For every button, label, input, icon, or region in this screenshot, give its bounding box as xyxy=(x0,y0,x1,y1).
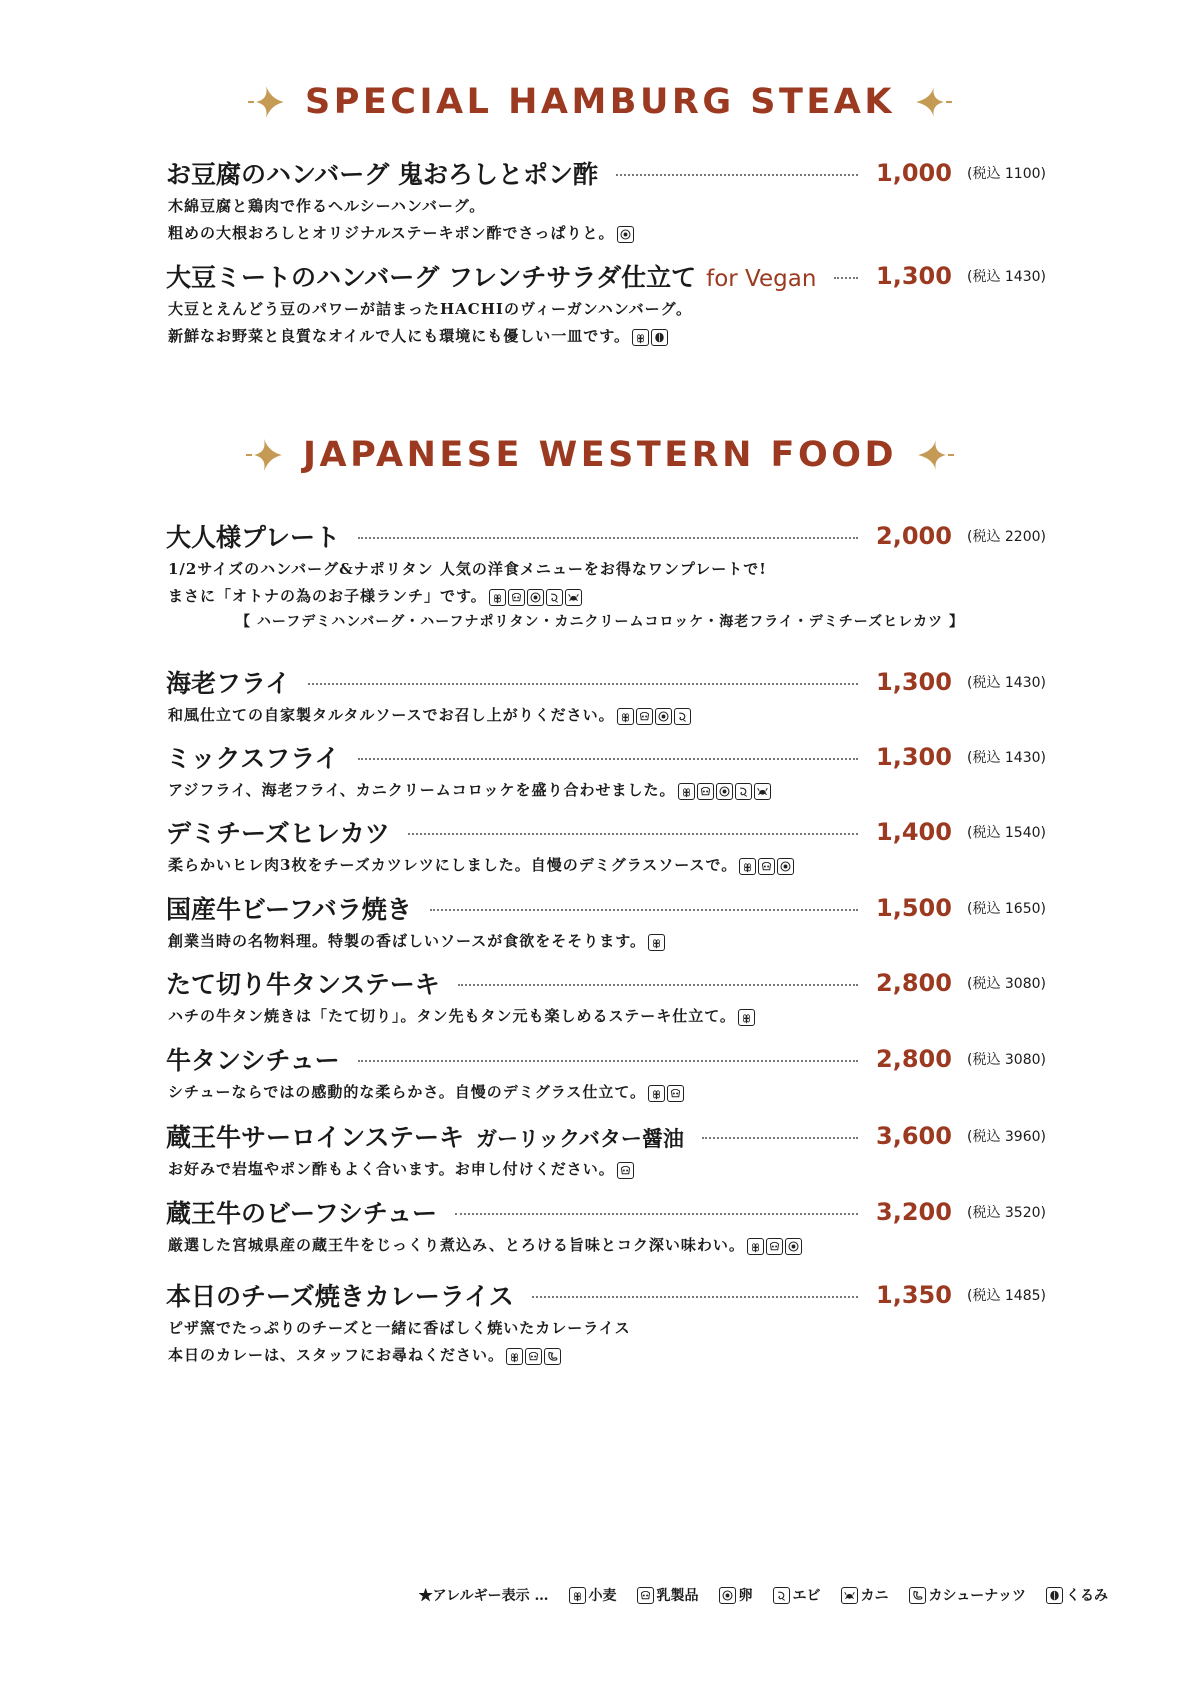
dairy-icon xyxy=(617,1162,634,1179)
legend-entry xyxy=(1046,1585,1108,1605)
menu-item xyxy=(166,516,1046,610)
legend-entry xyxy=(841,1585,889,1605)
egg-icon xyxy=(716,783,733,800)
item-price: 3,600 xyxy=(876,1122,952,1150)
section-header-western xyxy=(0,433,1200,477)
item-tax-price: (税込 1430) xyxy=(966,750,1046,766)
item-name-text: 国産牛ビーフバラ焼き xyxy=(166,895,412,924)
item-name-text: ミックスフライ xyxy=(166,744,340,773)
section-title: SPECIAL HAMBURG STEAK xyxy=(305,82,895,122)
description-line: 柔らかいヒレ肉3枚をチーズカツレツにしました。自慢のデミグラスソースで。 xyxy=(168,852,1046,879)
dot-leader xyxy=(358,758,858,760)
cashew-icon xyxy=(544,1348,561,1365)
wheat-icon xyxy=(739,858,756,875)
legend-entry-label: くるみ xyxy=(1066,1588,1108,1604)
legend-label: ★アレルギー表示 … xyxy=(418,1588,549,1604)
item-header-row xyxy=(166,256,1046,296)
item-header-row xyxy=(166,516,1046,556)
item-description xyxy=(166,928,1046,955)
wheat-icon xyxy=(569,1587,586,1604)
menu-item xyxy=(166,737,1046,804)
section-header-hamburg xyxy=(0,80,1200,124)
legend-entry-label: 小麦 xyxy=(588,1588,617,1604)
item-tax-price: (税込 3960) xyxy=(966,1129,1046,1145)
item-price: 2,800 xyxy=(876,1045,952,1073)
description-line: お好みで岩塩やポン酢もよく合います。お申し付けください。 xyxy=(168,1156,1046,1183)
item-name xyxy=(166,1041,340,1077)
menu-item xyxy=(166,1039,1046,1106)
dot-leader xyxy=(358,537,858,539)
menu-item xyxy=(166,256,1046,350)
item-name-text: 蔵王牛サーロインステーキ xyxy=(166,1123,465,1152)
egg-icon xyxy=(777,858,794,875)
item-tax-price: (税込 3080) xyxy=(966,1052,1046,1068)
item-price: 3,200 xyxy=(876,1198,952,1226)
description-line: アジフライ、海老フライ、カニクリームコロッケを盛り合わせました。 xyxy=(168,777,1046,804)
shrimp-icon xyxy=(674,708,691,725)
description-line: 本日のカレーは、スタッフにお尋ねください。 xyxy=(168,1342,1046,1369)
item-name-text: お豆腐のハンバーグ 鬼おろしとポン酢 xyxy=(166,160,598,189)
item-header-row xyxy=(166,888,1046,928)
item-description xyxy=(166,852,1046,879)
dot-leader xyxy=(834,277,858,279)
allergen-icons xyxy=(617,708,691,725)
allergen-icons xyxy=(738,1009,755,1026)
menu-item xyxy=(166,1116,1046,1183)
egg-icon xyxy=(719,1587,736,1604)
item-header-row xyxy=(166,662,1046,702)
dairy-icon xyxy=(508,589,525,606)
allergen-icons xyxy=(617,226,634,243)
item-price: 1,500 xyxy=(876,894,952,922)
item-header-row xyxy=(166,1116,1046,1156)
item-tax-price: (税込 3080) xyxy=(966,976,1046,992)
dot-leader xyxy=(358,1060,858,1062)
dot-leader xyxy=(616,174,858,176)
description-line: 創業当時の名物料理。特製の香ばしいソースが食欲をそそります。 xyxy=(168,928,1046,955)
description-line: 粗めの大根おろしとオリジナルステーキポン酢でさっぱりと。 xyxy=(168,220,1046,247)
item-tax-price: (税込 1430) xyxy=(966,675,1046,691)
item-price: 1,000 xyxy=(876,159,952,187)
description-line: 和風仕立ての自家製タルタルソースでお召し上がりください。 xyxy=(168,702,1046,729)
item-tax-price: (税込 1100) xyxy=(966,166,1046,182)
dot-leader xyxy=(455,1213,858,1215)
item-header-row xyxy=(166,153,1046,193)
item-description xyxy=(166,556,1046,610)
wheat-icon xyxy=(678,783,695,800)
item-name xyxy=(166,814,390,850)
item-price: 1,300 xyxy=(876,668,952,696)
item-description xyxy=(166,1079,1046,1106)
menu-item xyxy=(166,662,1046,729)
walnut-icon xyxy=(1046,1587,1063,1604)
item-header-row xyxy=(166,963,1046,1003)
vegan-label: for Vegan xyxy=(706,266,817,292)
legend-entry-label: カニ xyxy=(860,1588,889,1604)
item-name-text: 蔵王牛のビーフシチュー xyxy=(166,1199,438,1228)
item-header-row xyxy=(166,1192,1046,1232)
item-price: 2,800 xyxy=(876,969,952,997)
description-line: 1/2サイズのハンバーグ&ナポリタン 人気の洋食メニューをお得なワンプレートで! xyxy=(168,560,767,578)
item-tax-price: (税込 3520) xyxy=(966,1205,1046,1221)
crab-icon xyxy=(565,589,582,606)
wheat-icon xyxy=(632,329,649,346)
ornament-left-icon xyxy=(242,433,286,477)
dot-leader xyxy=(702,1137,858,1139)
item-name xyxy=(166,258,816,294)
egg-icon xyxy=(785,1238,802,1255)
item-price: 1,300 xyxy=(876,743,952,771)
ornament-right-icon xyxy=(912,80,956,124)
wheat-icon xyxy=(617,708,634,725)
menu-item xyxy=(166,1275,1046,1369)
item-description xyxy=(166,777,1046,804)
description-line: 新鮮なお野菜と良質なオイルで人にも環境にも優しい一皿です。 xyxy=(168,323,1046,350)
item-description xyxy=(166,193,1046,247)
menu-item xyxy=(166,153,1046,247)
wheat-icon xyxy=(506,1348,523,1365)
item-name-text: 海老フライ xyxy=(166,669,291,698)
legend-entry-label: カシューナッツ xyxy=(928,1588,1026,1604)
dairy-icon xyxy=(637,1587,654,1604)
item-header-row xyxy=(166,1275,1046,1315)
dot-leader xyxy=(532,1296,858,1298)
wheat-icon xyxy=(648,1085,665,1102)
section-title: JAPANESE WESTERN FOOD xyxy=(302,435,898,475)
description-line: 厳選した宮城県産の蔵王牛をじっくり煮込み、とろける旨味とコク深い味わい。 xyxy=(168,1232,1046,1259)
item-tax-price: (税込 1650) xyxy=(966,901,1046,917)
allergen-icons xyxy=(632,329,668,346)
menu-item xyxy=(166,963,1046,1030)
allergen-icons xyxy=(506,1348,561,1365)
menu-item xyxy=(166,1192,1046,1259)
egg-icon xyxy=(617,226,634,243)
ornament-right-icon xyxy=(914,433,958,477)
item-description xyxy=(166,296,1046,350)
legend-entry xyxy=(719,1585,753,1605)
allergen-icons xyxy=(678,783,771,800)
legend-entry xyxy=(773,1585,821,1605)
crab-icon xyxy=(754,783,771,800)
dairy-icon xyxy=(758,858,775,875)
crab-icon xyxy=(841,1587,858,1604)
dot-leader xyxy=(308,683,858,685)
item-name xyxy=(166,890,412,926)
legend-entry-label: 乳製品 xyxy=(656,1588,699,1604)
shrimp-icon xyxy=(773,1587,790,1604)
item-tax-price: (税込 1485) xyxy=(966,1288,1046,1304)
item-name xyxy=(166,739,340,775)
allergen-icons xyxy=(648,1085,684,1102)
dairy-icon xyxy=(766,1238,783,1255)
dairy-icon xyxy=(636,708,653,725)
item-description xyxy=(166,702,1046,729)
allergen-icons xyxy=(489,589,582,606)
menu-item xyxy=(166,812,1046,879)
egg-icon xyxy=(655,708,672,725)
item-name xyxy=(166,664,290,700)
item-header-row xyxy=(166,737,1046,777)
legend-entry xyxy=(909,1585,1026,1605)
item-header-row xyxy=(166,1039,1046,1079)
shrimp-icon xyxy=(735,783,752,800)
legend-entry xyxy=(637,1585,699,1605)
wheat-icon xyxy=(648,934,665,951)
legend-entry-label: 卵 xyxy=(738,1588,753,1604)
item-name-text: 本日のチーズ焼きカレーライス xyxy=(166,1282,514,1311)
item-tax-price: (税込 1430) xyxy=(966,269,1046,285)
allergen-legend xyxy=(419,1585,1108,1605)
description-line: ピザ窯でたっぷりのチーズと一緒に香ばしく焼いたカレーライス xyxy=(168,1319,631,1337)
allergen-icons xyxy=(648,934,665,951)
set-contents-note: 【 ハーフデミハンバーグ・ハーフナポリタン・カニクリームコロッケ・海老フライ・デミチーズヒレカツ 】 xyxy=(236,614,964,630)
description-line: ハチの牛タン焼きは「たて切り」。タン先もタン元も楽しめるステーキ仕立て。 xyxy=(168,1003,1046,1030)
dot-leader xyxy=(408,833,858,835)
item-name xyxy=(166,1194,437,1230)
item-name xyxy=(166,965,440,1001)
item-price: 1,400 xyxy=(876,818,952,846)
item-name-text: 大豆ミートのハンバーグ フレンチサラダ仕立て xyxy=(166,263,697,292)
allergen-icons xyxy=(747,1238,802,1255)
shrimp-icon xyxy=(546,589,563,606)
wheat-icon xyxy=(747,1238,764,1255)
item-name-text: 牛タンシチュー xyxy=(166,1046,340,1075)
egg-icon xyxy=(527,589,544,606)
item-name-text: デミチーズヒレカツ xyxy=(166,819,390,848)
item-price: 2,000 xyxy=(876,522,952,550)
description-line: シチューならではの感動的な柔らかさ。自慢のデミグラス仕立て。 xyxy=(168,1079,1046,1106)
description-line: 木綿豆腐と鶏肉で作るヘルシーハンバーグ。 xyxy=(168,197,486,215)
item-description xyxy=(166,1232,1046,1259)
legend-entry xyxy=(569,1585,617,1605)
dairy-icon xyxy=(697,783,714,800)
item-tax-price: (税込 2200) xyxy=(966,529,1046,545)
ornament-left-icon xyxy=(244,80,288,124)
cashew-icon xyxy=(909,1587,926,1604)
wheat-icon xyxy=(489,589,506,606)
allergen-icons xyxy=(739,858,794,875)
item-name-text: たて切り牛タンステーキ xyxy=(166,970,440,999)
item-name xyxy=(166,1118,684,1154)
description-line: まさに「オトナの為のお子様ランチ」です。 xyxy=(168,583,1046,610)
item-subtitle: ガーリックバター醤油 xyxy=(476,1126,684,1151)
menu-item xyxy=(166,888,1046,955)
description-line: 大豆とえんどう豆のパワーが詰まったHACHIのヴィーガンハンバーグ。 xyxy=(168,300,693,318)
item-name xyxy=(166,155,598,191)
item-price: 1,350 xyxy=(876,1281,952,1309)
legend-entry-label: エビ xyxy=(792,1588,821,1604)
item-name xyxy=(166,518,340,554)
item-tax-price: (税込 1540) xyxy=(966,825,1046,841)
item-description xyxy=(166,1315,1046,1369)
dot-leader xyxy=(430,909,858,911)
item-description xyxy=(166,1156,1046,1183)
dairy-icon xyxy=(525,1348,542,1365)
allergen-icons xyxy=(617,1162,634,1179)
wheat-icon xyxy=(738,1009,755,1026)
item-header-row xyxy=(166,812,1046,852)
item-name-text: 大人様プレート xyxy=(166,523,341,552)
dairy-icon xyxy=(667,1085,684,1102)
walnut-icon xyxy=(651,329,668,346)
item-description xyxy=(166,1003,1046,1030)
dot-leader xyxy=(458,984,858,986)
item-price: 1,300 xyxy=(876,262,952,290)
item-name xyxy=(166,1277,514,1313)
